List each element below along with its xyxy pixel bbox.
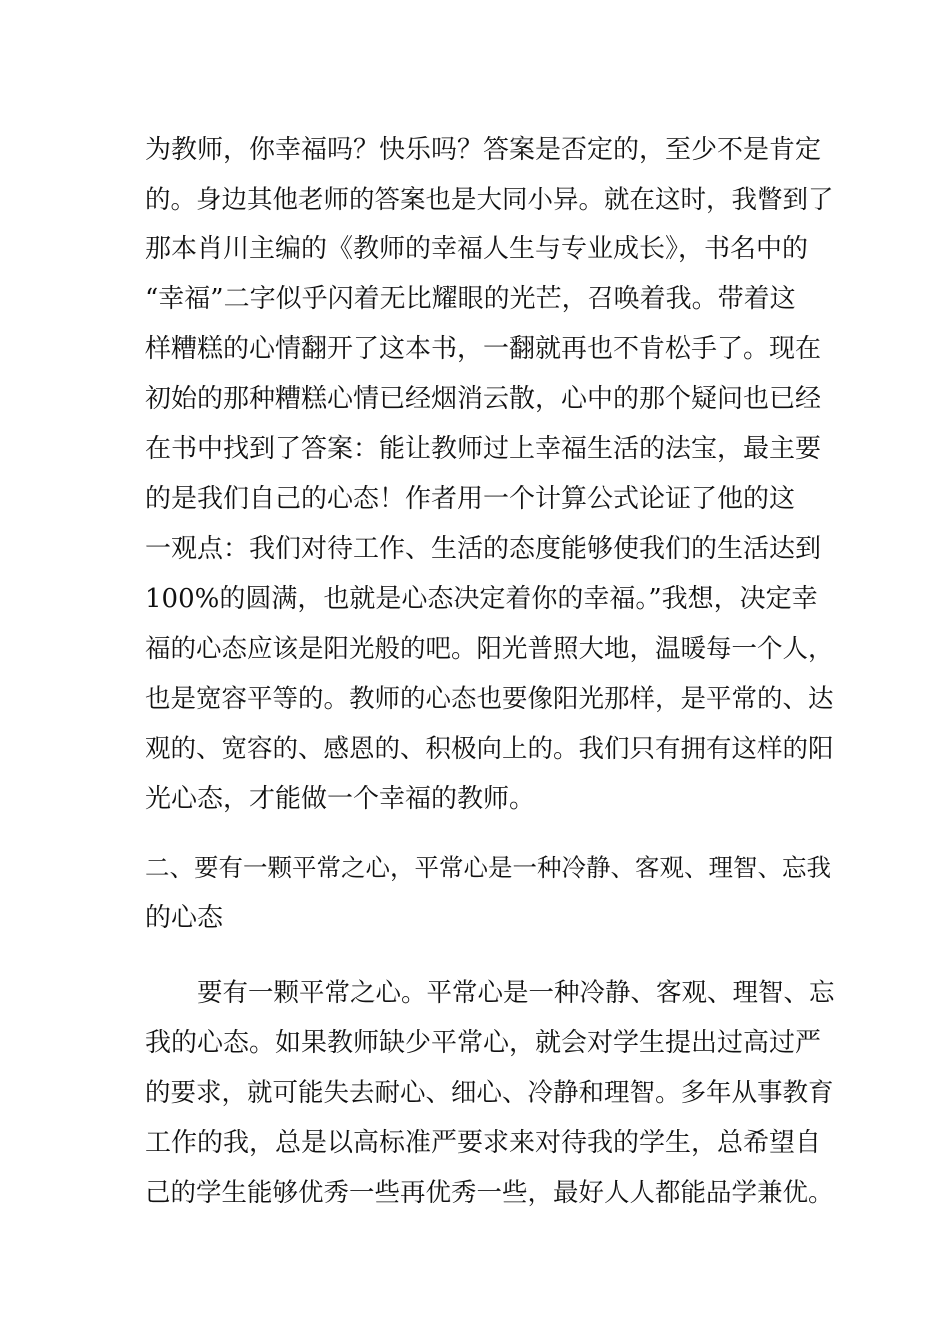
paragraph-1-line: “幸福”二字似乎闪着无比耀眼的光芒，召唤着我。带着这 xyxy=(145,284,796,314)
paragraph-1-line: 光心态，才能做一个幸福的教师。 xyxy=(145,784,536,814)
section-heading-line: 二、要有一颗平常之心，平常心是一种冷静、客观、理智、忘我 xyxy=(145,853,831,882)
paragraph-1-line: 样糟糕的心情翻开了这本书，一翻就再也不肯松手了。现在 xyxy=(145,334,822,364)
paragraph-2-line: 己的学生能够优秀一些再优秀一些，最好人人都能品学兼优。 xyxy=(145,1178,834,1208)
paragraph-1-line: 初始的那种糟糕心情已经烟消云散，心中的那个疑问也已经 xyxy=(145,384,822,414)
paragraph-1-line: 100%的圆满，也就是心态决定着你的幸福。”我想，决定幸 xyxy=(145,584,818,614)
paragraph-2-line: 我的心态。如果教师缺少平常心，就会对学生提出过高过严 xyxy=(145,1028,822,1058)
paragraph-2-line: 的要求，就可能失去耐心、细心、冷静和理智。多年从事教育 xyxy=(145,1078,834,1108)
paragraph-1-line: 观的、宽容的、感恩的、积极向上的。我们只有拥有这样的阳 xyxy=(145,734,834,764)
paragraph-1-line: 一观点：我们对待工作、生活的态度能够使我们的生活达到 xyxy=(145,534,822,564)
paragraph-2-line: 要有一颗平常之心。平常心是一种冷静、客观、理智、忘 xyxy=(197,978,835,1008)
paragraph-1-line: 的是我们自己的心态！作者用一个计算公式论证了他的这 xyxy=(145,484,796,514)
paragraph-1-line: 福的心态应该是阳光般的吧。阳光普照大地，温暖每一个人， xyxy=(145,634,834,664)
paragraph-1-line: 为教师，你幸福吗？快乐吗？答案是否定的，至少不是肯定 xyxy=(145,135,822,165)
paragraph-1-line: 在书中找到了答案：能让教师过上幸福生活的法宝，最主要 xyxy=(145,434,822,464)
paragraph-2-line: 工作的我，总是以高标准严要求来对待我的学生，总希望自 xyxy=(145,1128,822,1158)
paragraph-1-line: 的。身边其他老师的答案也是大同小异。就在这时，我瞥到了 xyxy=(145,185,834,215)
paragraph-1-line: 也是宽容平等的。教师的心态也要像阳光那样，是平常的、达 xyxy=(145,684,834,714)
section-heading-line: 的心态 xyxy=(145,903,224,933)
paragraph-1-line: 那本肖川主编的《教师的幸福人生与专业成长》，书名中的 xyxy=(145,234,809,264)
